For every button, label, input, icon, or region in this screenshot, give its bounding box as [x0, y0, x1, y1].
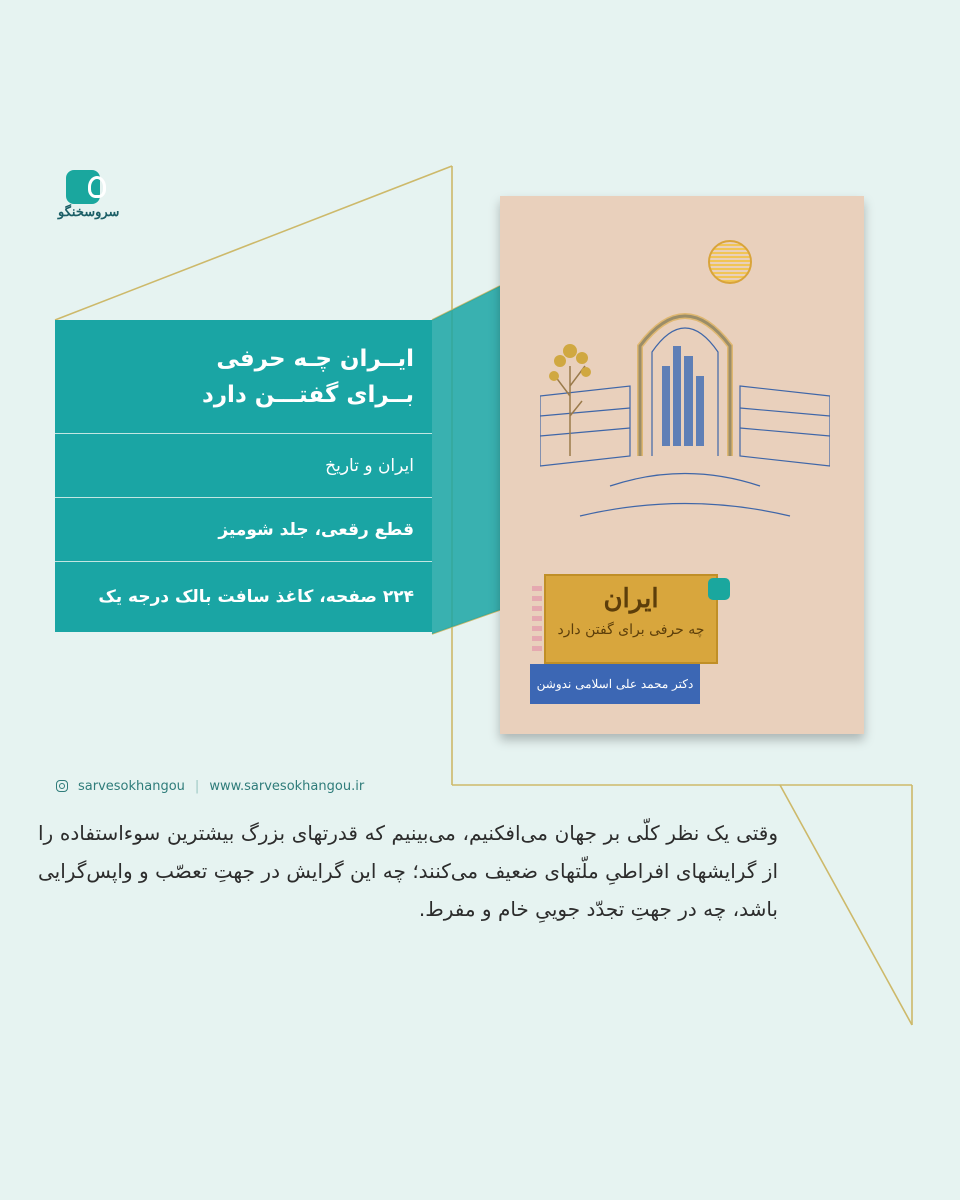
book-cover — [500, 196, 864, 734]
publisher-logo — [52, 170, 120, 240]
cover-decor — [532, 586, 542, 656]
book-info-panel — [55, 320, 432, 632]
book-format: قطع رقعی، جلد شومیز — [218, 519, 414, 540]
book-format-row — [55, 498, 432, 562]
logo-mark-icon — [66, 170, 100, 204]
book-topic-row — [55, 434, 432, 498]
book-title-line-1: ایــران چـه حرفی — [216, 345, 414, 372]
book-title-row — [55, 320, 432, 434]
cover-title-label — [544, 574, 718, 664]
sun-icon — [708, 240, 752, 284]
book-quote: وقتی یک نظر کلّی بر جهان می‌افکنیم، می‌بینیم که قدرتهای بزرگ بیشترین سوءاستفاده را از گرایشهای افراطیِ ملّتهای ضعیف می‌کنند؛ چه این گرایش در جهتِ تعصّب و واپس‌گرایی باشد، چه در جهتِ تجدّد جوییِ خام و مفرط. — [38, 821, 778, 921]
book-pages: ۲۲۴ صفحه، کاغذ سافت بالک درجه یک — [98, 587, 414, 607]
book-title — [202, 341, 414, 413]
cover-subtitle: چه حرفی برای گفتن دارد — [557, 622, 705, 638]
book-pages-row — [55, 562, 432, 632]
social-links — [56, 776, 364, 796]
cover-title: ایران — [603, 584, 659, 614]
book-topic: ایران و تاریخ — [325, 455, 414, 476]
gate-illustration — [540, 286, 830, 536]
book-title-line-2: بــرای گفتـــن دارد — [202, 381, 414, 408]
cover-author: دکتر محمد علی اسلامی ندوشن — [530, 664, 700, 704]
website-link[interactable]: www.sarvesokhangou.ir — [209, 778, 365, 794]
cover-logo-icon — [708, 578, 730, 600]
instagram-handle[interactable]: sarvesokhangou — [78, 778, 185, 794]
logo-text: سروسخنگو — [58, 205, 120, 220]
social-separator: | — [194, 778, 200, 794]
instagram-icon — [56, 780, 68, 792]
logo-drop-icon — [88, 176, 106, 198]
